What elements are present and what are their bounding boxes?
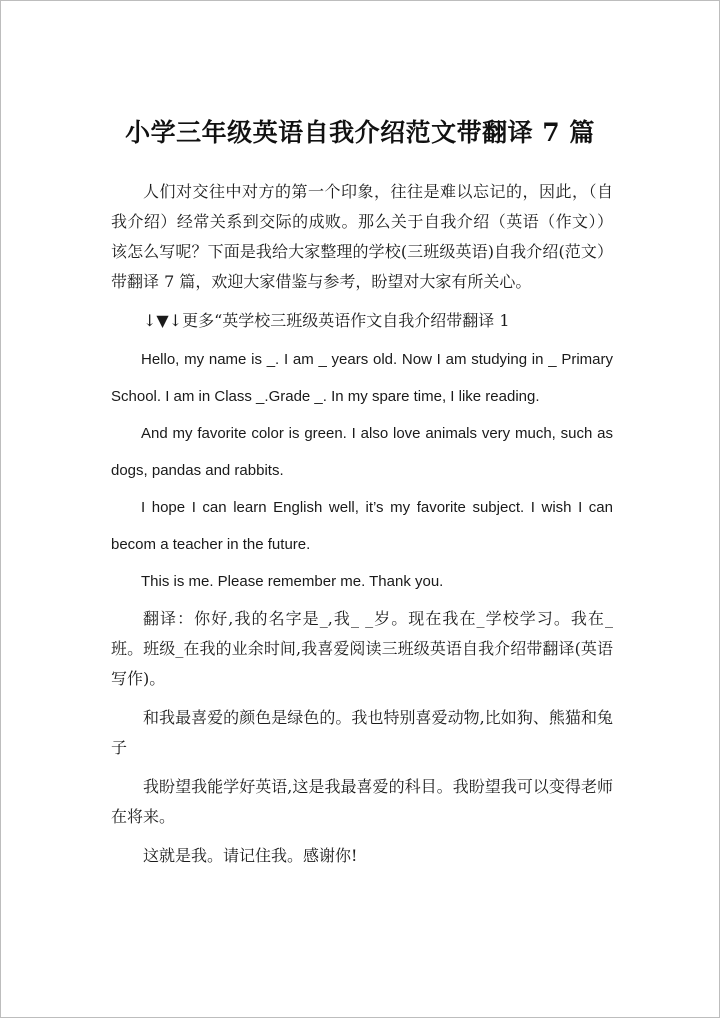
- translation-paragraph-1: 翻译：你好,我的名字是_,我_ _岁。现在我在_学校学习。我在_班。班级_在我的业余时间,我喜爱阅读三班级英语自我介绍带翻译(英语写作)。: [111, 609, 613, 688]
- english-paragraph-1: Hello, my name is _. I am _ years old. Now I am studying in _ Primary School. I am in Class _.Grade _. In my spare time, I like reading.: [111, 351, 613, 405]
- english-paragraph-3: I hope I can learn English well, it’s my favorite subject. I wish I can becom a teacher in the future.: [111, 499, 613, 553]
- english-paragraph-2: And my favorite color is green. I also love animals very much, such as dogs, pandas and rabbits.: [111, 425, 613, 479]
- document-body: [111, 177, 613, 880]
- translation-paragraph-3: 我盼望我能学好英语,这是我最喜爱的科目。我盼望我可以变得老师在将来。: [111, 777, 613, 826]
- english-paragraph-4: This is me. Please remember me. Thank you.: [141, 573, 444, 590]
- translation-paragraph-4: 这就是我。请记住我。感谢你!: [143, 846, 358, 865]
- translation-paragraph-2: 和我最喜爱的颜色是绿色的。我也特别喜爱动物,比如狗、熊猫和兔子: [111, 708, 613, 757]
- more-articles-link[interactable]: ↓▼↓更多“英学校三班级英语作文自我介绍带翻译 1: [143, 311, 510, 330]
- intro-paragraph: 人们对交往中对方的第一个印象，往往是难以忘记的，因此，（自我介绍）经常关系到交际的成败。那么关于自我介绍（英语（作文））该怎么写呢？下面是我给大家整理的学校(三班级英语)自我介绍(范文）带翻译 7 篇，欢迎大家借鉴与参考，盼望对大家有所关心。: [111, 182, 613, 291]
- document-title: 小学三年级英语自我介绍范文带翻译 7 篇: [125, 118, 595, 147]
